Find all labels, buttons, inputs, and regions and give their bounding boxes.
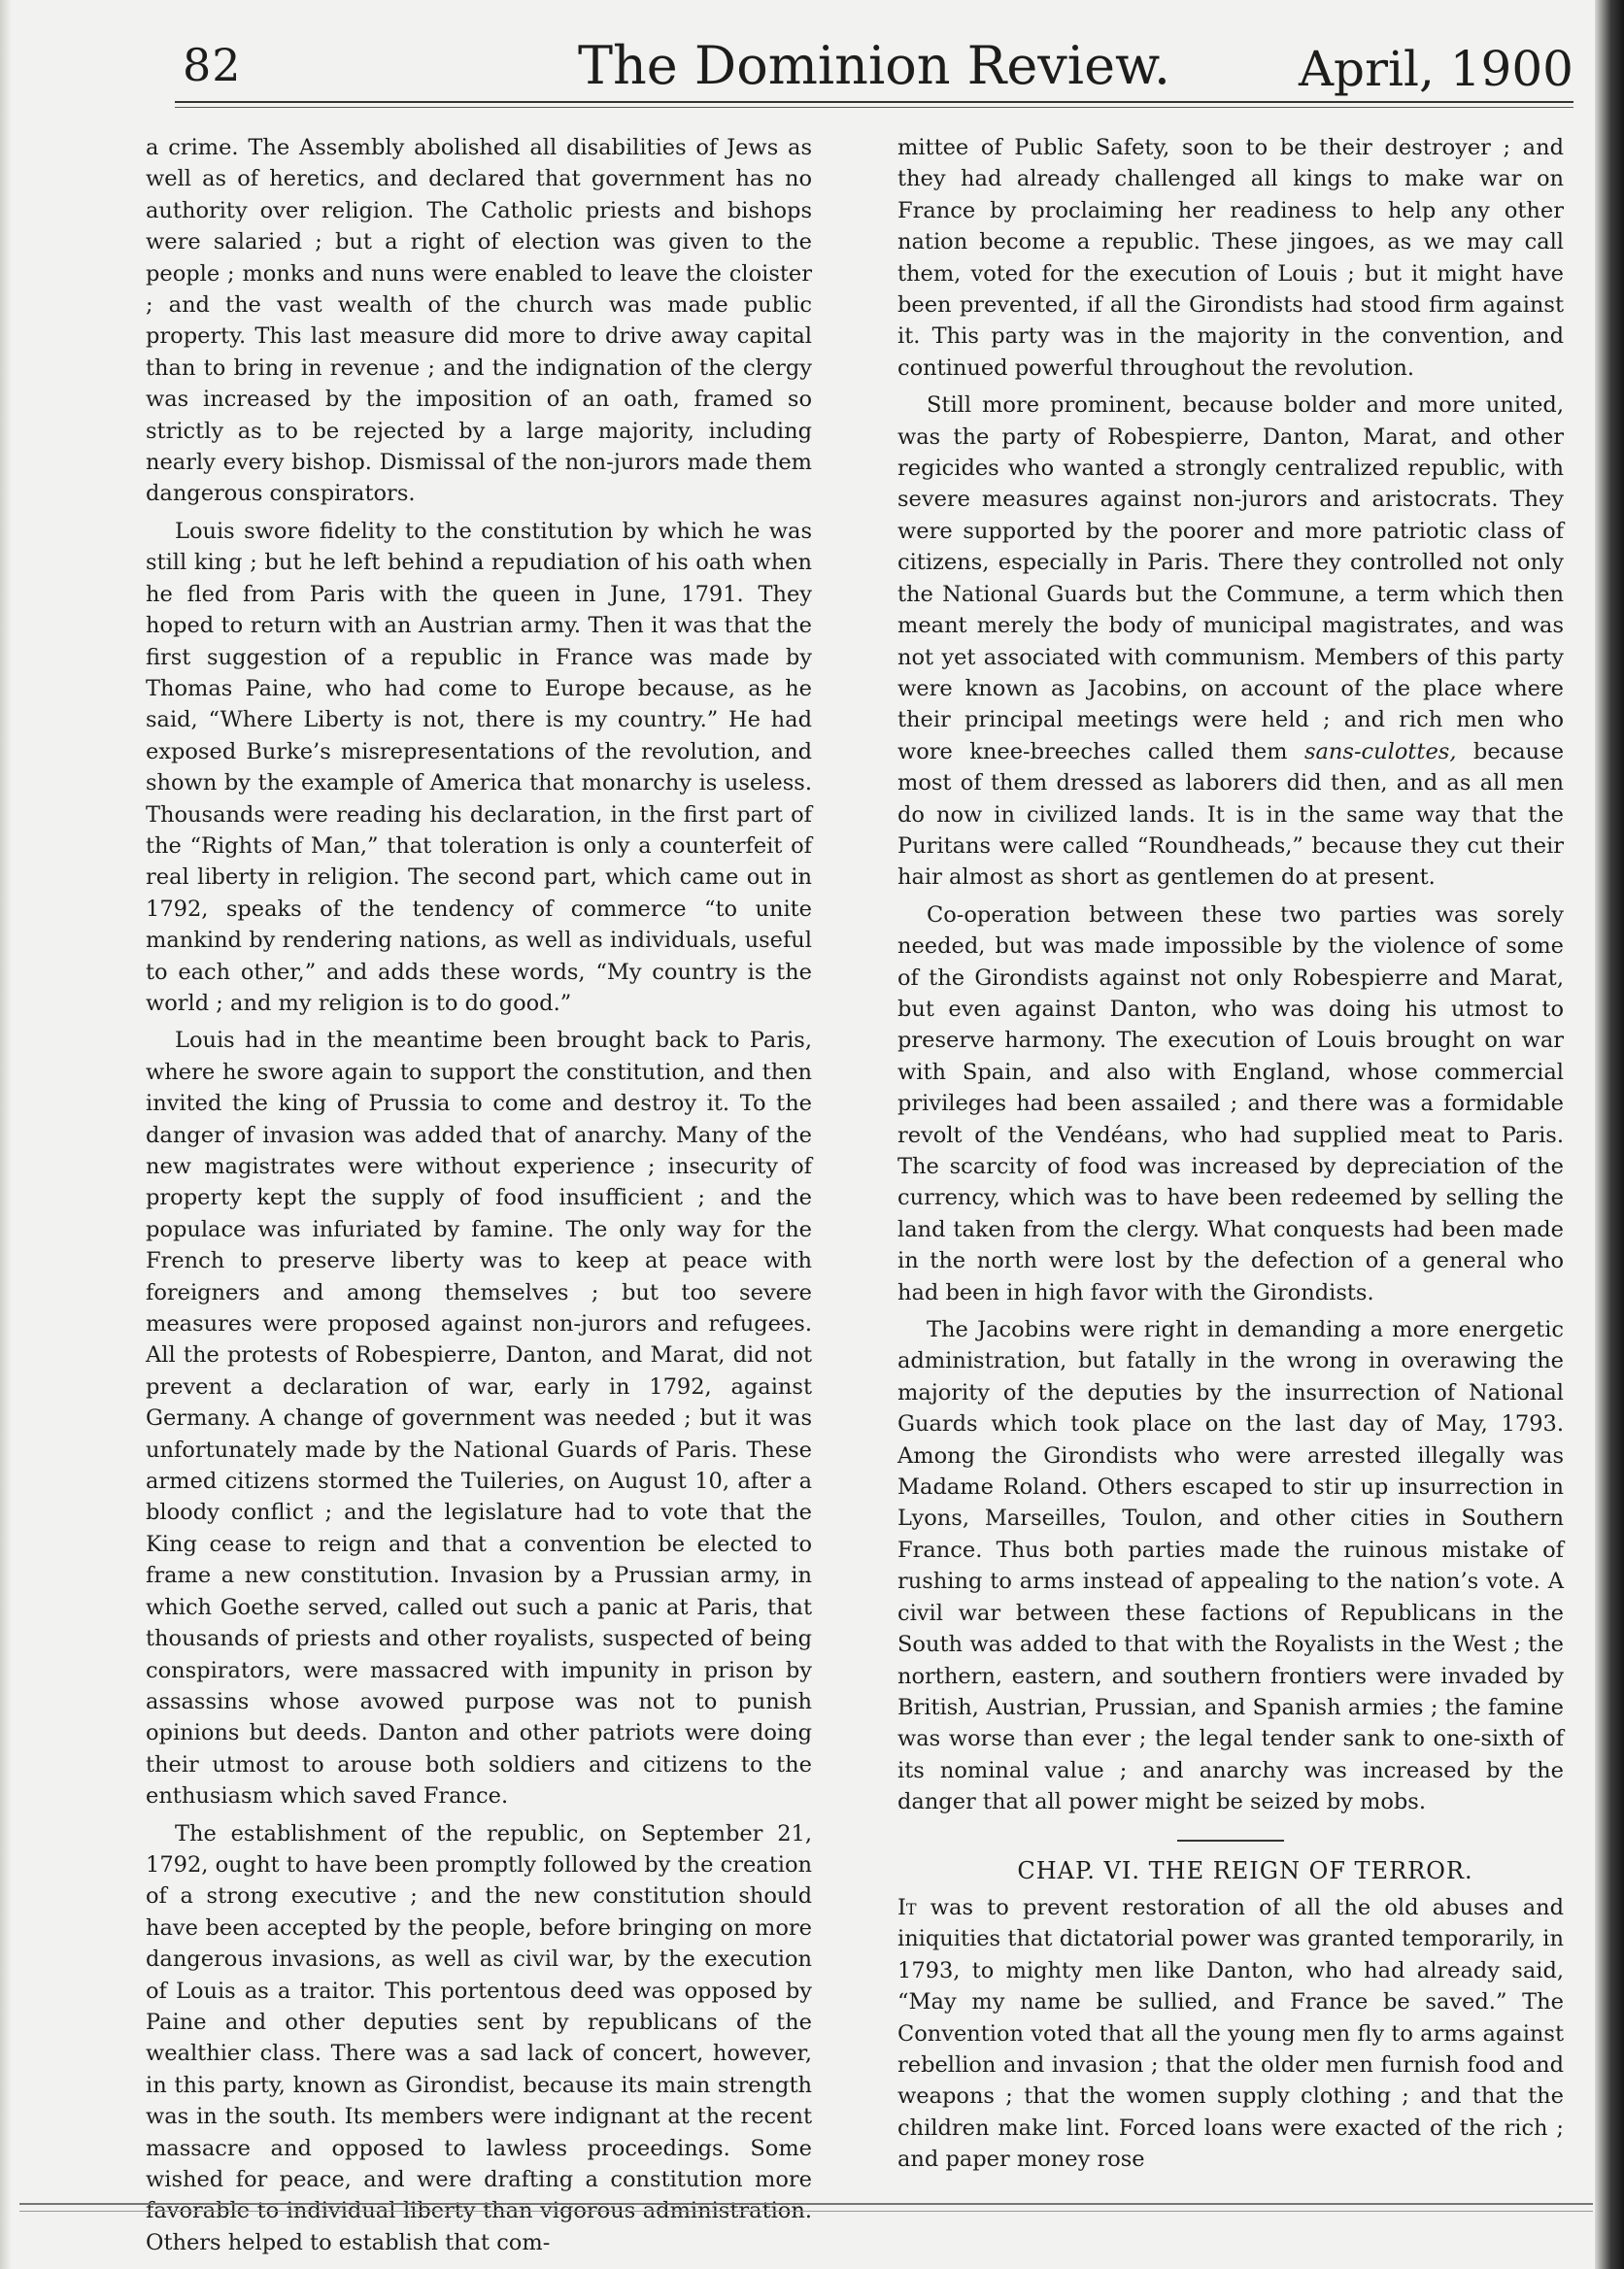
paragraph: mittee of Public Safety, soon to be their destroyer ; and they had already challenged all kings to make war on France by proclaiming her readiness to help any other nation become a republic. These jingoes, as we may call them, voted for the execution of Louis ; but it might have been prevented, if all the Girondists had stood firm against it. This party was in the majority in the convention, and continued powerful throughout the revolution. [897,135,1564,381]
italic-term: sans-culottes, [1303,738,1457,764]
header-rule [175,101,1573,103]
paragraph-text: Still more prominent, because bolder and more united, was the party of Robespierre, Danton, Marat, and other regicides who wanted a strongly centralized republic, with severe measures against non-jurors and aristocrats. They were supported by the poorer and more patriotic class of citizens, especially in Paris. There they controlled not only the National Guards but the Commune, a term which then meant merely the body of municipal magistrates, and was not yet associated with communism. Members of this party were known as Jacobins, on account of the place where their principal meetings were held ; and rich men who wore knee-breeches called them [897,392,1564,764]
bottom-rule [19,2203,1593,2205]
chapter-first-word: It [897,1894,917,1920]
page-number: 82 [183,39,242,91]
header-rule-thin [175,107,1573,108]
page-left-edge [0,0,12,2269]
paragraph-text: because most of them dressed as laborers did then, and as all men do now in civilized lands. It is in the same way that the Puritans were called “Roundheads,” because they cut their hair almost as short as gentlemen do at present. [897,738,1565,891]
journal-title: The Dominion Review. [577,35,1171,96]
paragraph: Co-operation between these two parties was sorely needed, but was made impossible by the violence of some of the Girondists against not only Robespierre and Marat, but even against Danton, who was doing his utmost to preserve harmony. The execution of Louis brought on war with Spain, and also with England, whose commercial privileges had been assailed ; and there was a formidable revolt of the Vendéans, who had supplied meat to Paris. The scarcity of food was increased by depreciation of the currency, which was to have been redeemed by selling the land taken from the clergy. What conquests had been made in the north were lost by the defection of a general who had been in high favor with the Girondists. [897,901,1564,1305]
issue-date: April, 1900 [1298,41,1573,97]
paragraph: a crime. The Assembly abolished all disabilities of Jews as well as of heretics, and declared that government has no authority over religion. The Catholic priests and bishops were salaried ; but a right of election was given to the people ; monks and nuns were enabled to leave the cloister ; and the vast wealth of the church was made public property. This last measure did more to drive away capital than to bring in revenue ; and the indignation of the clergy was increased by the imposition of an oath, framed so strictly as to be rejected by a large majority, including nearly every bishop. Dismissal of the non-jurors made them dangerous conspirators. [146,135,812,507]
chapter-text: was to prevent restoration of all the old abuses and iniquities that dictatorial power was granted temporarily, in 1793, to mighty men like Danton, who had already said, “May my name be sullied, and France be saved.” The Convention voted that all the young men fly to arms against rebellion and invasion ; that the older men furnish food and weapons ; that the women supply clothing ; and that the children make lint. Forced loans were exacted of the rich ; and paper money rose [897,1894,1565,2173]
paragraph [897,389,1564,894]
paragraph: The establishment of the republic, on September 21, 1792, ought to have been promptly followed by the creation of a strong executive ; and the new constitution should have been accepted by the people, before bringing on more dangerous invasions, as well as civil war, by the execution of Louis as a traitor. This portentous deed was opposed by Paine and other deputies sent by republicans of the wealthier class. There was a sad lack of concert, however, in this party, known as Girondist, because its main strength was in the south. Its members were indignant at the recent massacre and opposed to lawless proceedings. Some wished for peace, and were drafting a constitution more favorable to individual liberty than vigorous administration. Others helped to establish that com- [146,1820,812,2255]
chapter-title: CHAP. VI. THE REIGN OF TERROR. [1017,1856,1473,1884]
paragraph: Louis swore fidelity to the constitution by which he was still king ; but he left behind a repudiation of his oath when he fled from Paris with the queen in June, 1791. They hoped to return with an Austrian army. Then it was that the first suggestion of a republic in France was made by Thomas Paine, who had come to Europe because, as he said, “Where Liberty is not, there is my country.” He had exposed Burke’s misrepresentations of the revolution, and shown by the example of America that monarchy is useless. Thousands were reading his declaration, in the first part of the “Rights of Man,” that toleration is only a counterfeit of real liberty in religion. The second part, which came out in 1792, speaks of the tendency of commerce “to unite mankind by rendering nations, as well as individuals, useful to each other,” and adds these words, “My country is the world ; and my religion is to do good.” [146,518,812,1016]
page-header [175,27,1573,105]
paragraph: The Jacobins were right in demanding a more energetic administration, but fatally in the wrong in overawing the majority of the deputies by the insurrection of National Guards which took place on the last day of May, 1793. Among the Girondists who were arrested illegally was Madame Roland. Others escaped to stir up insurrection in Lyons, Marseilles, Toulon, and other cities in Southern France. Thus both parties made the ruinous mistake of rushing to arms instead of appealing to the nation’s vote. A civil war between these factions of Republicans in the South was added to that with the Royalists in the West ; the northern, eastern, and southern frontiers were invaded by British, Austrian, Prussian, and Spanish armies ; the famine was worse than ever ; the legal tender sank to one-sixth of its nominal value ; and anarchy was increased by the danger that all power might be seized by mobs. [897,1317,1564,1815]
chapter-paragraph [897,1892,1564,2176]
chapter-rule [1177,1840,1284,1842]
paragraph: Louis had in the meantime been brought back to Paris, where he swore again to support the constitution, and then invited the king of Prussia to come and destroy it. To the danger of invasion was added that of anarchy. Many of the new magistrates were without experience ; insecurity of property kept the supply of food insufficient ; and the populace was infuriated by famine. The only way for the French to preserve liberty was to keep at peace with foreigners and among themselves ; but too severe measures were proposed against non-jurors and refugees. All the protests of Robespierre, Danton, and Marat, did not prevent a declaration of war, early in 1792, against Germany. A change of government was needed ; but it was unfortunately made by the National Guards of Paris. These armed citizens stormed the Tuileries, on August 10, after a bloody conflict ; and the legislature had to vote that the King cease to reign and that a convention be elected to frame a new constitution. Invasion by a Prussian army, in which Goethe served, called out such a panic at Paris, that thousands of priests and other royalists, suspected of being conspirators, were massacred with impunity in prison by assassins whose avowed purpose was not to punish opinions but deeds. Danton and other patriots were doing their utmost to arouse both soldiers and citizens to the enthusiasm which saved France. [146,1028,812,1810]
page-binding-edge [1595,0,1624,2269]
right-column [897,132,1565,2173]
bottom-rule-thin [19,2211,1593,2212]
left-column [146,132,812,2255]
